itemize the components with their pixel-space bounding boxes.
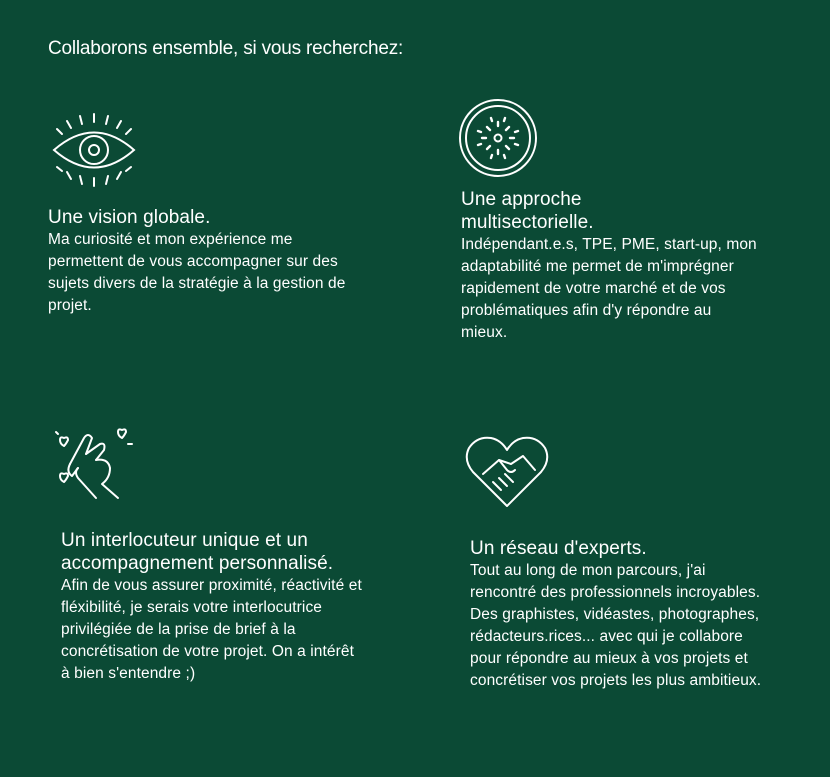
- feature-text: Afin de vous assurer proximité, réactivité et fléxibilité, je serais votre interlocutrice privilégiée de la prise de brief à la concrétisation de votre projet. On a intérêt à bien s'entendre ;): [61, 577, 362, 682]
- eye-icon: [50, 110, 140, 190]
- kiwi-slice-icon: [458, 98, 538, 178]
- feature-network: [470, 537, 790, 692]
- feature-text: Tout au long de mon parcours, j'ai rencontré des professionnels incroyables. Des graphistes, vidéastes, photographes, rédacteurs.rices... avec qui je collabore pour répondre au mieux à vos projets et concrétiser vos projets les plus ambitieux.: [470, 562, 762, 689]
- feature-interlocutor: [61, 529, 391, 685]
- feature-text: Ma curiosité et mon expérience me permettent de vous accompagner sur des sujets divers de la stratégie à la gestion de projet.: [48, 231, 346, 314]
- feature-text: Indépendant.e.s, TPE, PME, start-up, mon adaptabilité me permet de m'imprégner rapidement de votre marché et de vos problématiques afin d'y répondre au mieux.: [461, 236, 757, 341]
- feature-title: Un réseau d'experts.: [470, 538, 647, 559]
- feature-title: Un interlocuteur unique et un accompagnement personnalisé.: [61, 530, 334, 574]
- finger-heart-icon: [52, 424, 136, 504]
- feature-multisector: [461, 188, 781, 344]
- feature-title: Une vision globale.: [48, 207, 211, 228]
- section-heading: Collaborons ensemble, si vous recherchez:: [48, 38, 404, 59]
- feature-vision: [48, 206, 368, 317]
- handshake-heart-icon: [463, 434, 551, 510]
- feature-title: Une approche multisectorielle.: [461, 189, 594, 233]
